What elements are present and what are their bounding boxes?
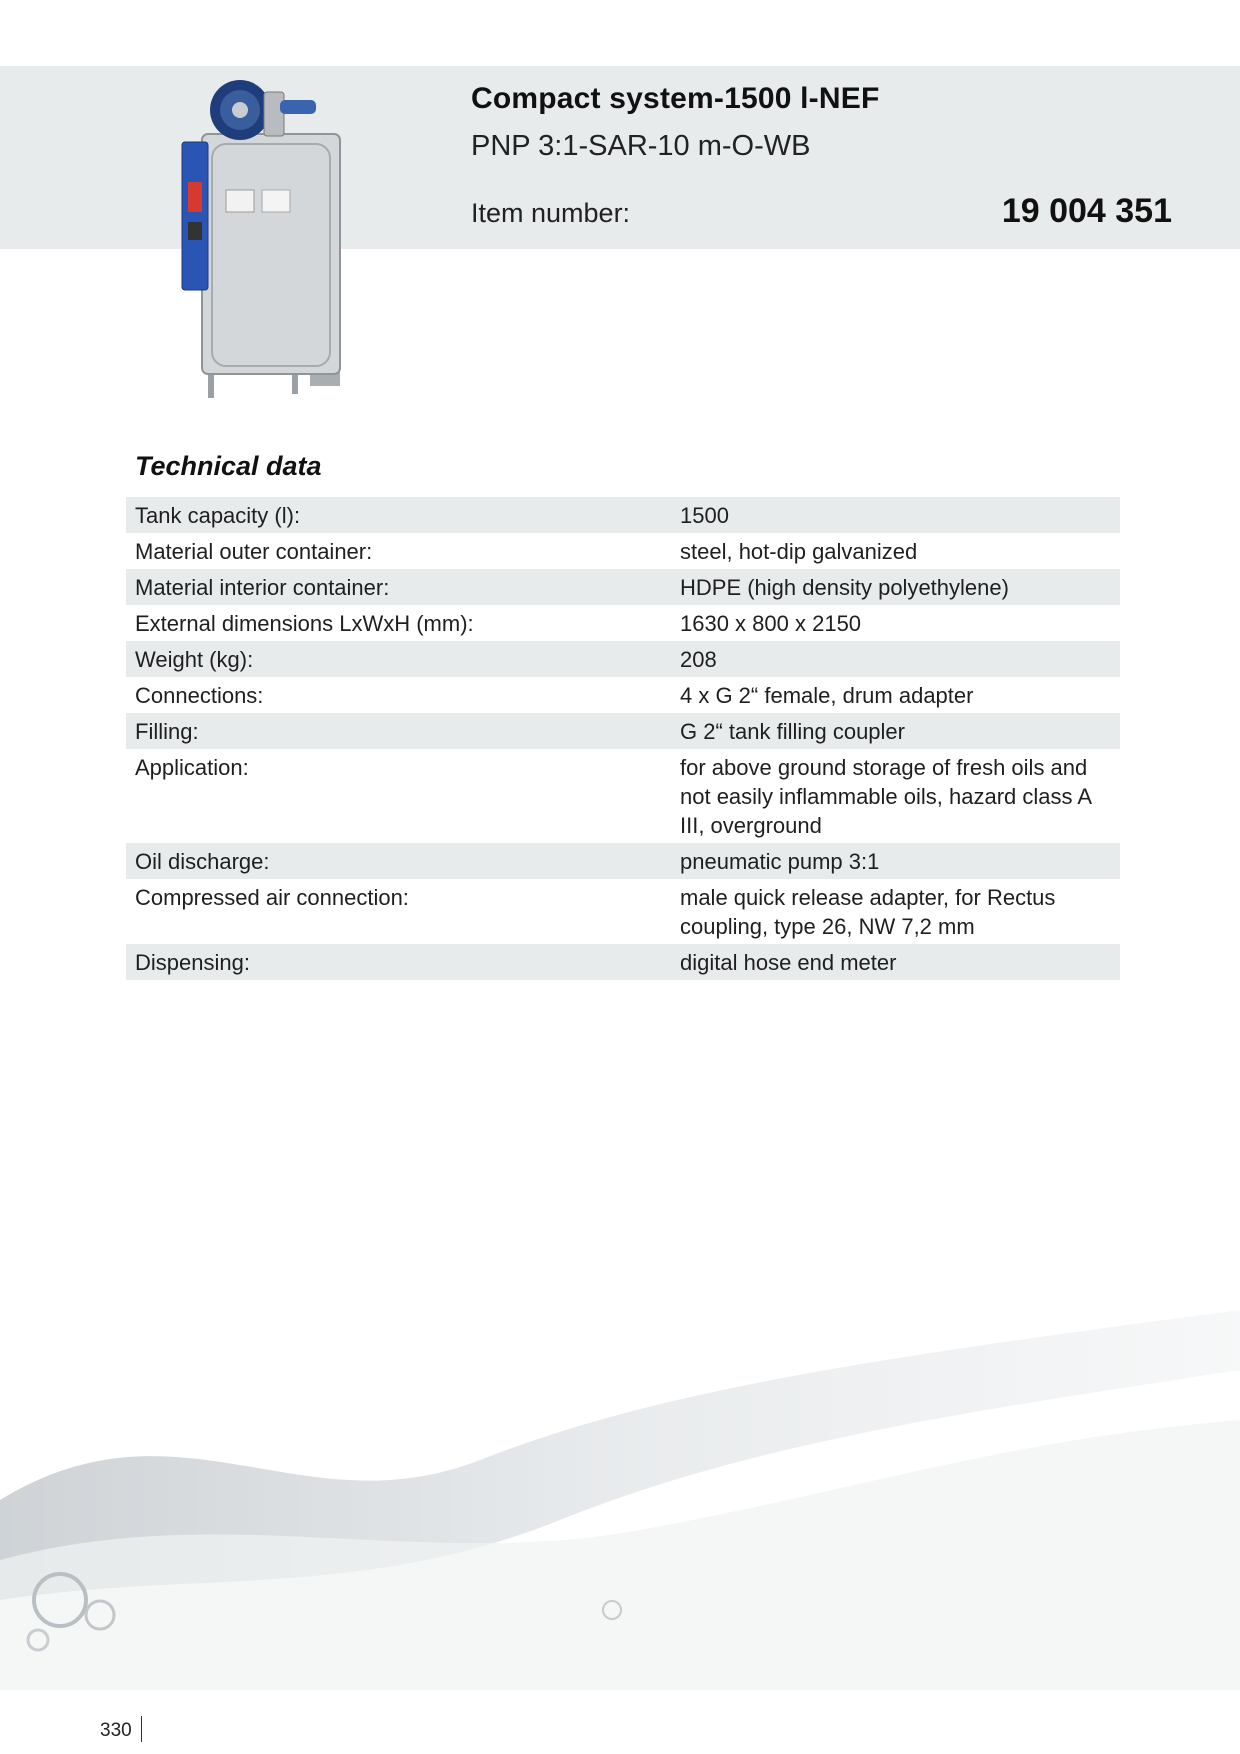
spec-value: 1630 x 800 x 2150 <box>680 611 862 636</box>
spec-row <box>126 569 1120 605</box>
spec-value: for above ground storage of fresh oils and not easily inflammable oils, hazard class A III, overground <box>680 755 1091 838</box>
spec-value: pneumatic pump 3:1 <box>680 849 880 874</box>
spec-row <box>126 677 1120 713</box>
spec-label: External dimensions LxWxH (mm): <box>135 611 474 636</box>
spec-row <box>126 749 1120 843</box>
spec-label: Filling: <box>135 719 199 744</box>
spec-row <box>126 944 1120 980</box>
spec-value: steel, hot-dip galvanized <box>680 539 918 564</box>
spec-label: Tank capacity (l): <box>135 503 301 528</box>
spec-label: Material outer container: <box>135 539 373 564</box>
spec-row <box>126 605 1120 641</box>
spec-label: Dispensing: <box>135 950 250 975</box>
item-number: 19 004 351 <box>1001 192 1172 230</box>
spec-value: digital hose end meter <box>680 950 897 975</box>
page-number: 330 <box>100 1720 132 1741</box>
spec-value: 4 x G 2“ female, drum adapter <box>680 683 974 708</box>
spec-row <box>126 533 1120 569</box>
item-number-label: Item number: <box>471 198 631 228</box>
spec-label: Weight (kg): <box>135 647 254 672</box>
water-wave-graphic <box>0 1270 1240 1690</box>
spec-value: G 2“ tank filling coupler <box>680 719 905 744</box>
spec-row <box>126 497 1120 533</box>
spec-value: 208 <box>680 647 717 672</box>
spec-label: Oil discharge: <box>135 849 270 874</box>
spec-label: Compressed air connection: <box>135 885 409 910</box>
page-number-divider <box>141 1716 142 1742</box>
spec-row <box>126 843 1120 879</box>
product-subtitle: PNP 3:1-SAR-10 m-O-WB <box>471 130 811 162</box>
section-title: Technical data <box>135 451 322 481</box>
spec-row <box>126 713 1120 749</box>
spec-label: Connections: <box>135 683 264 708</box>
spec-table <box>126 497 1120 980</box>
product-title: Compact system-1500 l-NEF <box>471 82 880 115</box>
spec-value: 1500 <box>680 503 729 528</box>
spec-value: HDPE (high density polyethylene) <box>680 575 1009 600</box>
spec-label: Application: <box>135 755 249 780</box>
spec-value: male quick release adapter, for Rectus coupling, type 26, NW 7,2 mm <box>680 885 1056 939</box>
spec-row <box>126 641 1120 677</box>
product-image <box>180 72 380 402</box>
spec-row <box>126 879 1120 944</box>
spec-label: Material interior container: <box>135 575 390 600</box>
